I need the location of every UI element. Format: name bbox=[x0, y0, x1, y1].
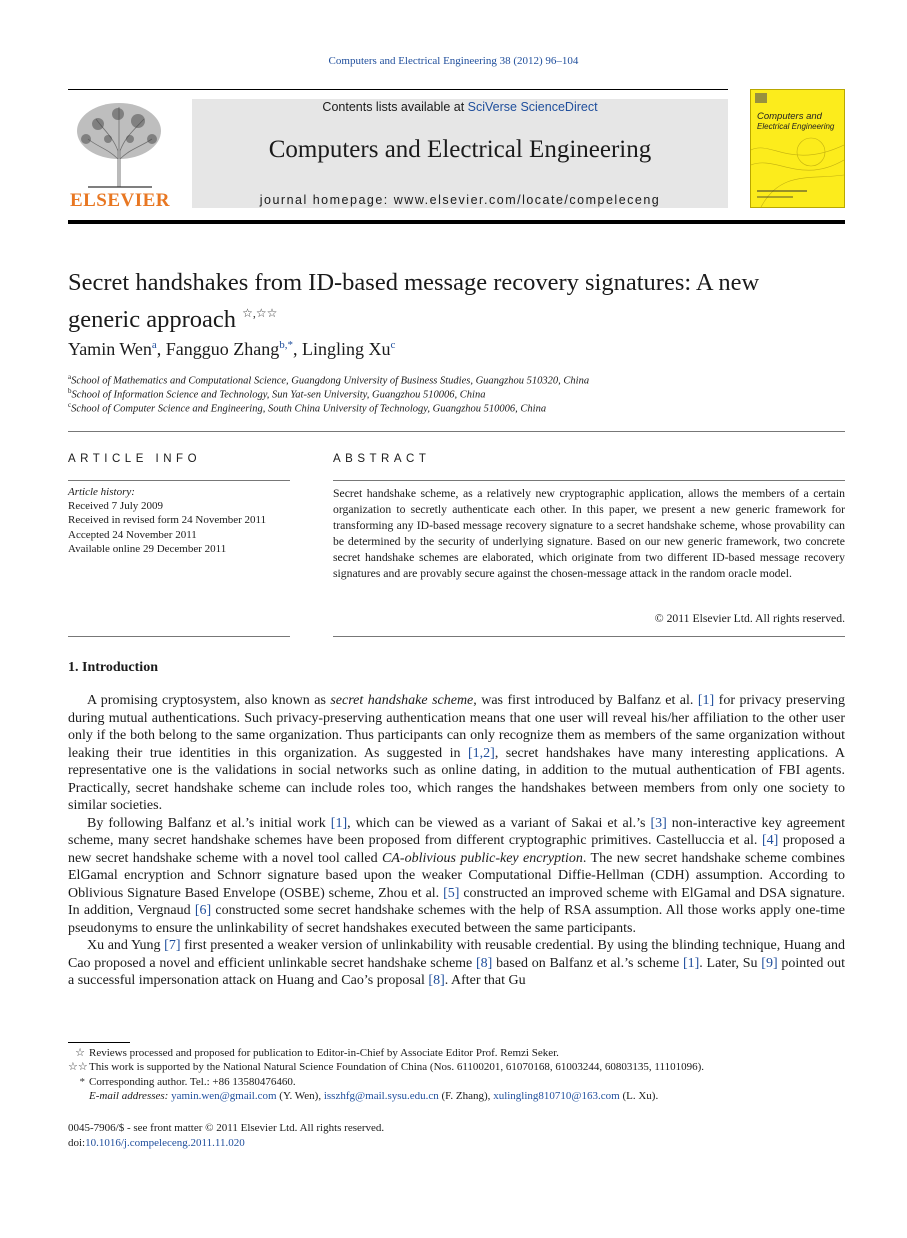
citation-link[interactable]: [8] bbox=[476, 955, 493, 971]
cover-art-icon bbox=[751, 90, 844, 207]
footnote-text: Reviews processed and proposed for publication to Editor-in-Chief by Associate Editor Prof. Remzi Seker. bbox=[89, 1047, 559, 1059]
doi-link[interactable]: 10.1016/j.compeleceng.2011.11.020 bbox=[85, 1137, 245, 1149]
header-rule bbox=[68, 89, 728, 90]
journal-citation-link[interactable]: Computers and Electrical Engineering 38 (2012) 96–104 bbox=[328, 55, 579, 67]
affiliation-text: School of Computer Science and Engineering, South China University of Technology, Guangzhou 510006, China bbox=[71, 403, 547, 415]
homepage-prefix: journal homepage: bbox=[259, 193, 394, 207]
affiliation bbox=[68, 387, 485, 401]
author-affiliation-mark[interactable]: b,* bbox=[279, 339, 294, 351]
author: Yamin Wen bbox=[68, 339, 152, 359]
footnote-text: Corresponding author. Tel.: +86 13580476460. bbox=[89, 1075, 296, 1088]
author-separator: , bbox=[293, 339, 303, 359]
header-thick-rule bbox=[68, 220, 845, 224]
citation-link[interactable]: [7] bbox=[164, 938, 181, 953]
title-line-2: generic approach bbox=[68, 306, 236, 333]
footnote bbox=[68, 1075, 845, 1089]
citation-link[interactable]: [8] bbox=[428, 973, 445, 988]
footnotes bbox=[68, 1046, 845, 1104]
author-affiliation-mark[interactable]: a bbox=[151, 339, 157, 351]
article-info-heading: ARTICLE INFO bbox=[68, 453, 202, 465]
citation-link[interactable]: [3] bbox=[650, 815, 667, 831]
author-list bbox=[68, 339, 395, 360]
affiliation-text: School of Information Science and Technology, Sun Yat-sen University, Guangzhou 510006, China bbox=[71, 389, 486, 401]
citation-link[interactable]: [1] bbox=[697, 693, 715, 708]
citation-link[interactable]: [4] bbox=[761, 833, 779, 848]
author: Lingling Xu bbox=[302, 339, 391, 359]
paragraph: Xu and Yung [7] first presented a weaker version of unlinkability with reusable credential. By using the blinding technique, Huang and Cao proposed a novel and efficient unlinkable secret handshake scheme [8] based on Balfanz et al.’s scheme [1]. Later, Su [9] pointed out a successful impersonation attack on Huang and Cao’s proposal [8]. After that Gu bbox=[68, 938, 845, 988]
journal-cover bbox=[750, 89, 845, 208]
title-footnote-marks[interactable]: ☆,☆☆ bbox=[242, 306, 278, 320]
cover-title-line-2: Electrical Engineering bbox=[757, 122, 835, 131]
title-line-1: Secret handshakes from ID-based message recovery signatures: A new bbox=[68, 269, 760, 296]
citation-link[interactable]: [6] bbox=[194, 903, 212, 918]
abstract-text: Secret handshake scheme, as a relatively new cryptographic application, allows the members of a certain organization to secretly authenticate each other. In this paper, we present a new generic framework for transforming any ID-based message recovery signature to a secret handshake scheme, whose provability can be determined by the security of underlying signature. Based on our new generic framework, two concrete secret handshake schemes are elaborated, which originate from two different ID-based message recovery signatures and are provably secure against the chosen-message attack in the random oracle model. bbox=[333, 487, 845, 580]
paragraph: A promising cryptosystem, also known as secret handshake scheme, was first introduced by Balfanz et al. [1] for privacy preserving during mutual authentications. Such privacy-preserving authentication means that one user will reveal his/her affiliation to the other user only if the both belong to the same organization. Thus participants can only recognize them as members of the same organization without leaking their true identities in this organization. As suggested in [1,2], secret handshakes have many interesting applications. A representative one is the validations in social networks such as online dating, in addition to the mutual authentication of FBI agents. Practically, secret handshake scheme can include roles too, which ranges the handshakes between members from only one society to similar societies. bbox=[68, 693, 845, 813]
section-heading: 1. Introduction bbox=[68, 660, 158, 675]
affiliation-mark: a bbox=[68, 373, 72, 381]
history-label: Article history: bbox=[68, 486, 135, 498]
footnote-rule bbox=[68, 1042, 130, 1043]
title-block-rule bbox=[68, 431, 845, 432]
email-label: E-mail addresses: bbox=[89, 1090, 169, 1103]
elsevier-wordmark: ELSEVIER bbox=[69, 190, 171, 211]
footnote-mark: ☆ bbox=[75, 1047, 85, 1059]
footnote-mark: * bbox=[79, 1075, 85, 1088]
paper-title bbox=[68, 268, 848, 335]
history-item: Accepted 24 November 2011 bbox=[68, 528, 197, 541]
history-item: Available online 29 December 2011 bbox=[68, 542, 227, 555]
doi-prefix: doi: bbox=[68, 1137, 86, 1149]
abstract-bottom-rule bbox=[333, 636, 845, 637]
email-link[interactable]: isszhfg@mail.sysu.edu.cn bbox=[323, 1090, 439, 1103]
article-history bbox=[68, 485, 298, 556]
journal-homepage bbox=[192, 193, 728, 207]
citation-link[interactable]: [1] bbox=[682, 955, 700, 971]
citation-link[interactable]: [9] bbox=[761, 955, 778, 971]
article-info-bottom-rule bbox=[68, 636, 290, 637]
affiliation-mark: c bbox=[68, 401, 72, 409]
sciencedirect-link[interactable]: SciVerse ScienceDirect bbox=[467, 100, 598, 114]
footnote-mark: ☆☆ bbox=[68, 1061, 88, 1074]
journal-citation[interactable] bbox=[0, 55, 907, 67]
abstract-rule bbox=[333, 480, 845, 481]
citation-link[interactable]: [1] bbox=[330, 815, 348, 831]
email-footnote: E-mail addresses: yamin.wen@gmail.com (Y. Wen), isszhfg@mail.sysu.edu.cn (F. Zhang), xulingling810710@163.com (L. Xu). bbox=[89, 1090, 659, 1103]
affiliation-mark: b bbox=[68, 387, 72, 395]
cover-title bbox=[757, 112, 834, 132]
author-separator: , bbox=[156, 339, 166, 359]
footnote bbox=[68, 1046, 845, 1060]
affiliation bbox=[68, 401, 546, 415]
paragraph: By following Balfanz et al.’s initial work [1], which can be viewed as a variant of Sakai et al.’s [3] non-interactive key agreement scheme, many secret handshake schemes have been proposed from different cryptographic primitives. Castelluccia et al. [4] proposed a new secret handshake scheme with a novel tool called CA-oblivious public-key encryption. The new secret handshake scheme combines ElGamal encryption and Schnorr signature based upon the weaker Computational Diffie-Hellman (CDH) assumption. According to Oblivious Signature Based Envelope (OSBE) scheme, Zhou et al. [5] constructed an improved scheme with ElGamal and DSA signature. In addition, Vergnaud [6] constructed some secret handshake schemes with the help of RSA assumption. All those works apply one-time pseudonyms to ensure the unlinkability of secret handshakes executed between the same participants. bbox=[68, 815, 846, 936]
history-item: Received 7 July 2009 bbox=[68, 500, 164, 513]
author-affiliation-mark[interactable]: c bbox=[390, 339, 396, 351]
citation-link[interactable]: [1,2] bbox=[468, 745, 495, 761]
front-matter bbox=[68, 1121, 384, 1151]
issn-line: 0045-7906/$ - see front matter © 2011 Elsevier Ltd. All rights reserved. bbox=[68, 1122, 385, 1134]
journal-title: Computers and Electrical Engineering bbox=[268, 136, 652, 163]
footnote bbox=[68, 1060, 845, 1074]
footnote-text: This work is supported by the National Natural Science Foundation of China (Nos. 61100201, 61070168, 61003244, 60803135, 11101096). bbox=[89, 1061, 705, 1074]
tree-icon bbox=[68, 99, 172, 189]
email-link[interactable]: yamin.wen@gmail.com bbox=[171, 1090, 277, 1103]
author: Fangguo Zhang bbox=[165, 339, 280, 359]
article-info-rule bbox=[68, 480, 290, 481]
citation-link[interactable]: [5] bbox=[443, 885, 460, 901]
email-link[interactable]: xulingling810710@163.com bbox=[493, 1090, 620, 1103]
homepage-link[interactable]: www.elsevier.com/locate/compeleceng bbox=[393, 193, 661, 207]
abstract-heading: ABSTRACT bbox=[333, 453, 431, 465]
contents-line bbox=[192, 100, 728, 114]
cover-title-line-1: Computers and bbox=[757, 111, 822, 122]
affiliation bbox=[68, 373, 589, 387]
history-item: Received in revised form 24 November 2011 bbox=[68, 514, 267, 527]
affiliation-text: School of Mathematics and Computational Science, Guangdong University of Business Studies, Guangzhou 510320, China bbox=[71, 375, 590, 387]
abstract-copyright: © 2011 Elsevier Ltd. All rights reserved. bbox=[654, 612, 845, 625]
section-body bbox=[68, 692, 845, 990]
contents-prefix: Contents lists available at bbox=[322, 100, 468, 114]
